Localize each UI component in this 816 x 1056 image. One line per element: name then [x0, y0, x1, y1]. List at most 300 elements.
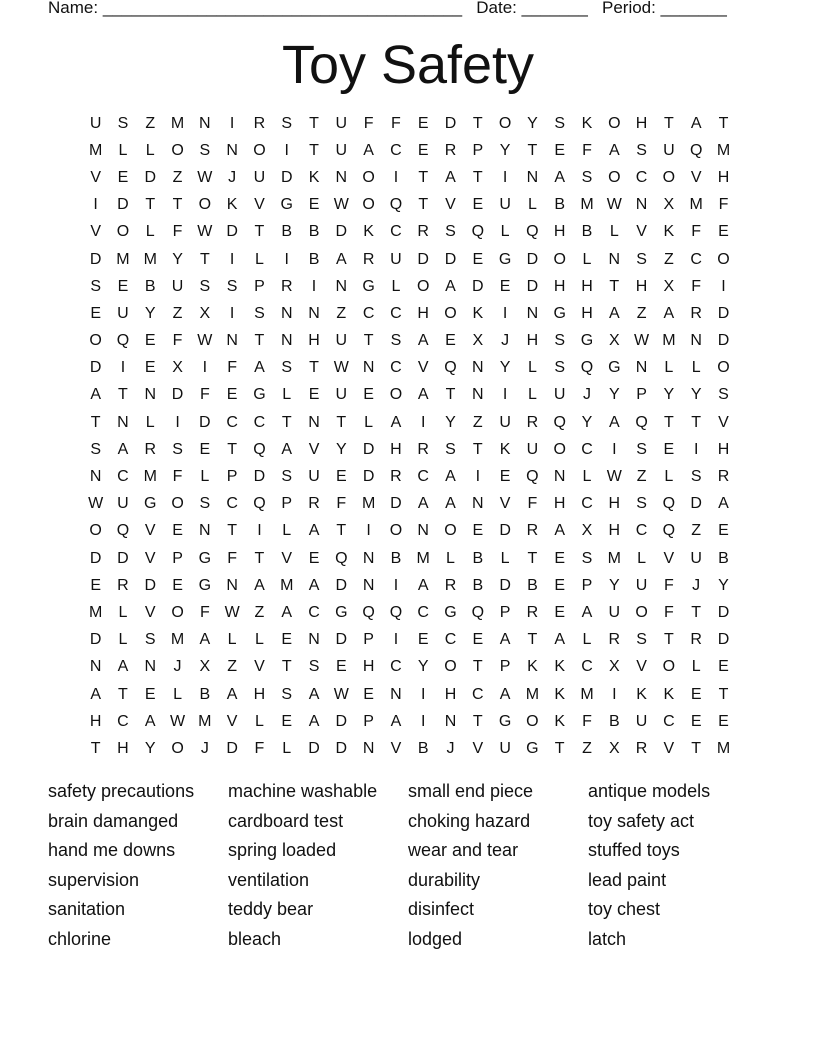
grid-letter[interactable]: T [172, 196, 183, 214]
grid-letter[interactable]: B [308, 250, 320, 268]
grid-letter[interactable]: S [636, 141, 647, 159]
grid-letter[interactable]: Z [145, 114, 156, 132]
grid-letter[interactable]: A [499, 685, 511, 703]
grid-letter[interactable]: T [254, 332, 265, 350]
grid-letter[interactable]: N [308, 631, 320, 649]
grid-letter[interactable]: M [716, 739, 731, 757]
grid-letter[interactable]: T [199, 250, 210, 268]
grid-letter[interactable]: C [581, 495, 593, 513]
grid-letter[interactable]: A [417, 576, 429, 594]
grid-letter[interactable]: M [170, 114, 185, 132]
grid-letter[interactable]: S [172, 440, 183, 458]
grid-letter[interactable]: S [690, 468, 702, 486]
grid-letter[interactable]: D [335, 223, 348, 241]
grid-letter[interactable]: E [335, 658, 347, 676]
grid-letter[interactable]: I [475, 468, 481, 486]
grid-letter[interactable]: O [362, 168, 375, 186]
grid-letter[interactable]: T [554, 739, 565, 757]
grid-letter[interactable]: H [635, 114, 648, 132]
grid-letter[interactable]: L [173, 685, 182, 703]
grid-letter[interactable]: Y [144, 739, 156, 757]
grid-letter[interactable]: F [691, 277, 702, 295]
grid-letter[interactable]: I [120, 359, 126, 377]
grid-letter[interactable]: O [416, 277, 430, 295]
grid-letter[interactable]: F [172, 468, 183, 486]
grid-letter[interactable]: B [144, 277, 156, 295]
grid-letter[interactable]: N [308, 304, 320, 322]
grid-letter[interactable]: S [117, 114, 129, 132]
grid-letter[interactable]: Z [636, 304, 647, 322]
grid-letter[interactable]: R [690, 304, 702, 322]
grid-letter[interactable]: N [308, 413, 320, 431]
grid-letter[interactable]: T [254, 549, 265, 567]
grid-letter[interactable]: E [90, 576, 101, 594]
grid-letter[interactable]: N [144, 386, 157, 404]
grid-letter[interactable]: T [227, 440, 238, 458]
grid-letter[interactable]: F [718, 196, 729, 214]
grid-letter[interactable]: N [472, 495, 484, 513]
grid-letter[interactable]: O [553, 440, 566, 458]
grid-letter[interactable]: O [553, 250, 566, 268]
grid-letter[interactable]: U [117, 495, 129, 513]
grid-letter[interactable]: S [199, 141, 211, 159]
grid-letter[interactable]: H [553, 223, 566, 241]
grid-letter[interactable]: N [362, 576, 375, 594]
grid-letter[interactable]: M [88, 141, 103, 159]
grid-letter[interactable]: F [527, 495, 538, 513]
grid-letter[interactable]: D [335, 739, 348, 757]
grid-letter[interactable]: U [117, 304, 129, 322]
grid-letter[interactable]: Q [662, 522, 676, 540]
grid-letter[interactable]: N [199, 522, 211, 540]
grid-letter[interactable]: S [445, 223, 456, 241]
grid-letter[interactable]: R [390, 468, 402, 486]
grid-letter[interactable]: M [689, 196, 703, 214]
grid-letter[interactable]: N [362, 739, 375, 757]
grid-letter[interactable]: G [198, 549, 212, 567]
grid-letter[interactable]: X [581, 522, 593, 540]
grid-letter[interactable]: D [362, 468, 375, 486]
grid-letter[interactable]: I [202, 359, 208, 377]
grid-letter[interactable]: A [335, 250, 347, 268]
grid-letter[interactable]: O [362, 196, 375, 214]
grid-letter[interactable]: A [417, 332, 429, 350]
grid-letter[interactable]: H [717, 440, 730, 458]
grid-letter[interactable]: K [308, 168, 320, 186]
grid-letter[interactable]: C [635, 168, 648, 186]
grid-letter[interactable]: E [308, 196, 320, 214]
grid-letter[interactable]: Q [526, 468, 539, 486]
grid-letter[interactable]: F [172, 332, 183, 350]
grid-letter[interactable]: R [253, 114, 266, 132]
grid-letter[interactable]: C [390, 304, 402, 322]
grid-letter[interactable]: F [582, 712, 592, 730]
grid-letter[interactable]: M [607, 549, 621, 567]
grid-letter[interactable]: D [526, 277, 539, 295]
grid-letter[interactable]: N [226, 332, 238, 350]
grid-letter[interactable]: N [690, 332, 702, 350]
grid-letter[interactable]: D [199, 413, 211, 431]
grid-letter[interactable]: I [420, 413, 426, 431]
grid-letter[interactable]: H [444, 685, 457, 703]
grid-letter[interactable]: M [580, 196, 594, 214]
grid-letter[interactable]: O [253, 141, 266, 159]
grid-letter[interactable]: L [691, 359, 701, 377]
grid-letter[interactable]: S [308, 658, 320, 676]
grid-letter[interactable]: L [364, 413, 374, 431]
grid-letter[interactable]: C [390, 658, 402, 676]
grid-letter[interactable]: F [199, 603, 210, 621]
grid-letter[interactable]: X [472, 332, 484, 350]
grid-letter[interactable]: M [143, 468, 157, 486]
grid-letter[interactable]: G [198, 576, 212, 594]
grid-letter[interactable]: L [609, 223, 619, 241]
grid-letter[interactable]: H [717, 168, 730, 186]
grid-letter[interactable]: H [526, 332, 539, 350]
grid-letter[interactable]: Q [116, 522, 130, 540]
grid-letter[interactable]: Q [553, 413, 566, 431]
grid-letter[interactable]: D [226, 739, 238, 757]
grid-letter[interactable]: K [226, 196, 238, 214]
grid-letter[interactable]: A [390, 712, 402, 730]
grid-letter[interactable]: P [636, 386, 647, 404]
grid-letter[interactable]: K [499, 440, 511, 458]
grid-letter[interactable]: T [472, 658, 483, 676]
grid-letter[interactable]: N [608, 250, 621, 268]
grid-letter[interactable]: Z [254, 603, 265, 621]
grid-letter[interactable]: V [144, 603, 156, 621]
grid-letter[interactable]: S [281, 685, 293, 703]
grid-letter[interactable]: R [635, 739, 648, 757]
grid-letter[interactable]: U [663, 141, 675, 159]
grid-letter[interactable]: W [606, 196, 622, 214]
grid-letter[interactable]: D [690, 495, 702, 513]
grid-letter[interactable]: Y [144, 304, 156, 322]
grid-letter[interactable]: L [527, 386, 537, 404]
grid-letter[interactable]: A [281, 440, 293, 458]
grid-letter[interactable]: R [280, 277, 293, 295]
grid-letter[interactable]: Q [389, 603, 403, 621]
grid-letter[interactable]: N [526, 168, 539, 186]
grid-letter[interactable]: X [172, 359, 183, 377]
grid-letter[interactable]: Q [362, 603, 375, 621]
grid-letter[interactable]: I [612, 440, 617, 458]
grid-letter[interactable]: E [554, 603, 566, 621]
grid-letter[interactable]: L [582, 250, 592, 268]
grid-letter[interactable]: E [554, 141, 566, 159]
grid-letter[interactable]: U [335, 114, 348, 132]
grid-letter[interactable]: D [444, 114, 457, 132]
grid-letter[interactable]: N [362, 549, 375, 567]
grid-letter[interactable]: A [690, 114, 702, 132]
grid-letter[interactable]: E [554, 576, 566, 594]
grid-letter[interactable]: A [308, 712, 320, 730]
grid-letter[interactable]: A [254, 359, 265, 377]
grid-letter[interactable]: L [118, 603, 128, 621]
grid-letter[interactable]: K [636, 685, 647, 703]
grid-letter[interactable]: W [634, 332, 650, 350]
grid-letter[interactable]: D [89, 359, 102, 377]
grid-letter[interactable]: P [472, 141, 484, 159]
grid-letter[interactable]: A [554, 168, 566, 186]
grid-letter[interactable]: C [117, 712, 129, 730]
grid-letter[interactable]: E [144, 359, 156, 377]
grid-letter[interactable]: C [226, 495, 238, 513]
grid-letter[interactable]: T [309, 114, 319, 132]
grid-letter[interactable]: E [199, 440, 211, 458]
grid-letter[interactable]: N [472, 386, 484, 404]
grid-letter[interactable]: P [172, 549, 183, 567]
grid-letter[interactable]: E [718, 658, 729, 676]
grid-letter[interactable]: S [636, 440, 647, 458]
grid-letter[interactable]: P [363, 631, 374, 649]
grid-letter[interactable]: S [581, 168, 593, 186]
grid-letter[interactable]: Y [718, 576, 729, 594]
grid-letter[interactable]: G [144, 495, 157, 513]
grid-letter[interactable]: T [363, 332, 374, 350]
grid-letter[interactable]: V [308, 440, 320, 458]
grid-letter[interactable]: S [554, 332, 566, 350]
grid-letter[interactable]: G [608, 359, 621, 377]
grid-letter[interactable]: D [89, 250, 102, 268]
grid-letter[interactable]: E [499, 277, 511, 295]
grid-letter[interactable]: C [444, 631, 457, 649]
grid-letter[interactable]: D [335, 712, 348, 730]
grid-letter[interactable]: N [199, 114, 211, 132]
grid-letter[interactable]: Z [472, 413, 483, 431]
grid-letter[interactable]: T [445, 386, 456, 404]
grid-letter[interactable]: Q [444, 359, 457, 377]
grid-letter[interactable]: Y [172, 250, 183, 268]
grid-letter[interactable]: A [281, 603, 293, 621]
grid-letter[interactable]: E [554, 549, 566, 567]
grid-letter[interactable]: Q [471, 603, 485, 621]
grid-letter[interactable]: U [526, 440, 539, 458]
grid-letter[interactable]: V [144, 549, 156, 567]
grid-letter[interactable]: O [526, 712, 539, 730]
grid-letter[interactable]: Y [499, 141, 511, 159]
grid-letter[interactable]: I [284, 141, 289, 159]
grid-letter[interactable]: U [171, 277, 184, 295]
grid-letter[interactable]: V [417, 359, 429, 377]
grid-letter[interactable]: C [390, 223, 402, 241]
grid-letter[interactable]: N [226, 141, 238, 159]
grid-letter[interactable]: K [363, 223, 374, 241]
grid-letter[interactable]: U [335, 332, 348, 350]
grid-letter[interactable]: O [444, 522, 457, 540]
grid-letter[interactable]: L [527, 196, 537, 214]
grid-letter[interactable]: N [526, 304, 539, 322]
grid-letter[interactable]: V [472, 739, 484, 757]
grid-letter[interactable]: R [444, 576, 457, 594]
grid-letter[interactable]: Z [663, 250, 674, 268]
grid-letter[interactable]: F [391, 114, 401, 132]
grid-letter[interactable]: I [393, 631, 399, 649]
grid-letter[interactable]: R [417, 440, 429, 458]
grid-letter[interactable]: K [663, 223, 675, 241]
grid-letter[interactable]: T [118, 386, 128, 404]
grid-letter[interactable]: T [472, 712, 483, 730]
grid-letter[interactable]: M [416, 549, 430, 567]
grid-letter[interactable]: D [280, 168, 293, 186]
grid-letter[interactable]: S [390, 332, 402, 350]
grid-letter[interactable]: R [417, 223, 429, 241]
grid-letter[interactable]: E [117, 168, 129, 186]
grid-letter[interactable]: L [664, 468, 674, 486]
grid-letter[interactable]: Q [662, 495, 676, 513]
grid-letter[interactable]: Q [689, 141, 703, 159]
grid-letter[interactable]: I [612, 685, 617, 703]
grid-letter[interactable]: F [227, 359, 238, 377]
grid-letter[interactable]: N [280, 332, 293, 350]
grid-letter[interactable]: X [608, 658, 620, 676]
grid-letter[interactable]: H [117, 739, 129, 757]
grid-letter[interactable]: Y [690, 386, 702, 404]
grid-letter[interactable]: B [554, 196, 566, 214]
grid-letter[interactable]: T [336, 413, 347, 431]
grid-letter[interactable]: M [580, 685, 594, 703]
grid-letter[interactable]: W [606, 468, 622, 486]
grid-letter[interactable]: A [445, 168, 456, 186]
grid-letter[interactable]: X [608, 332, 620, 350]
grid-letter[interactable]: A [663, 304, 675, 322]
grid-letter[interactable]: C [390, 359, 402, 377]
grid-letter[interactable]: T [609, 277, 620, 295]
grid-letter[interactable]: T [254, 223, 265, 241]
grid-letter[interactable]: M [116, 250, 130, 268]
grid-letter[interactable]: N [444, 712, 457, 730]
grid-letter[interactable]: A [445, 468, 456, 486]
grid-letter[interactable]: L [500, 223, 510, 241]
grid-letter[interactable]: E [172, 522, 183, 540]
grid-letter[interactable]: S [199, 495, 211, 513]
grid-letter[interactable]: A [499, 631, 511, 649]
grid-letter[interactable]: T [527, 549, 538, 567]
grid-letter[interactable]: C [226, 413, 238, 431]
grid-letter[interactable]: T [472, 114, 483, 132]
grid-letter[interactable]: I [420, 685, 426, 703]
grid-letter[interactable]: E [144, 685, 156, 703]
grid-letter[interactable]: T [145, 196, 156, 214]
grid-letter[interactable]: C [417, 603, 429, 621]
grid-letter[interactable]: O [116, 223, 130, 241]
grid-letter[interactable]: Z [227, 658, 238, 676]
grid-letter[interactable]: L [691, 658, 701, 676]
grid-letter[interactable]: J [173, 658, 182, 676]
grid-letter[interactable]: R [526, 413, 539, 431]
grid-letter[interactable]: D [117, 196, 129, 214]
grid-letter[interactable]: F [582, 141, 592, 159]
grid-letter[interactable]: A [144, 712, 156, 730]
grid-letter[interactable]: J [200, 739, 209, 757]
grid-letter[interactable]: T [418, 196, 429, 214]
grid-letter[interactable]: I [393, 576, 399, 594]
grid-letter[interactable]: C [390, 141, 402, 159]
grid-letter[interactable]: F [227, 549, 238, 567]
grid-letter[interactable]: V [90, 168, 101, 186]
grid-letter[interactable]: K [472, 304, 484, 322]
grid-letter[interactable]: L [282, 386, 292, 404]
grid-letter[interactable]: J [446, 739, 455, 757]
grid-letter[interactable]: M [143, 250, 157, 268]
grid-letter[interactable]: O [498, 114, 512, 132]
grid-letter[interactable]: I [502, 304, 508, 322]
grid-letter[interactable]: V [254, 196, 265, 214]
grid-letter[interactable]: K [527, 658, 538, 676]
grid-letter[interactable]: T [527, 631, 538, 649]
grid-letter[interactable]: Q [116, 332, 130, 350]
grid-letter[interactable]: U [253, 168, 266, 186]
grid-letter[interactable]: U [690, 549, 702, 567]
grid-letter[interactable]: A [554, 631, 566, 649]
grid-letter[interactable]: D [362, 440, 375, 458]
grid-letter[interactable]: E [363, 685, 374, 703]
grid-letter[interactable]: U [553, 386, 566, 404]
grid-letter[interactable]: F [663, 576, 674, 594]
grid-letter[interactable]: T [118, 685, 128, 703]
grid-letter[interactable]: A [445, 277, 456, 295]
grid-letter[interactable]: O [635, 603, 648, 621]
grid-letter[interactable]: P [226, 468, 238, 486]
grid-letter[interactable]: Y [663, 386, 675, 404]
grid-letter[interactable]: G [498, 712, 512, 730]
grid-letter[interactable]: V [663, 739, 675, 757]
grid-letter[interactable]: N [417, 522, 429, 540]
grid-letter[interactable]: A [308, 576, 320, 594]
grid-letter[interactable]: D [308, 739, 320, 757]
grid-letter[interactable]: E [690, 685, 702, 703]
grid-letter[interactable]: I [229, 250, 235, 268]
grid-letter[interactable]: Q [253, 440, 266, 458]
grid-letter[interactable]: G [526, 739, 539, 757]
grid-letter[interactable]: S [281, 468, 293, 486]
grid-letter[interactable]: S [636, 631, 647, 649]
grid-letter[interactable]: L [446, 549, 455, 567]
grid-letter[interactable]: L [254, 631, 264, 649]
grid-letter[interactable]: R [526, 603, 539, 621]
grid-letter[interactable]: M [525, 685, 540, 703]
grid-letter[interactable]: N [362, 359, 375, 377]
grid-letter[interactable]: E [690, 712, 702, 730]
grid-letter[interactable]: T [309, 359, 319, 377]
grid-letter[interactable]: I [284, 250, 289, 268]
grid-letter[interactable]: D [417, 250, 429, 268]
grid-letter[interactable]: O [608, 114, 621, 132]
grid-letter[interactable]: E [308, 386, 320, 404]
grid-letter[interactable]: U [335, 386, 348, 404]
grid-letter[interactable]: H [308, 332, 320, 350]
grid-letter[interactable]: V [281, 549, 293, 567]
grid-letter[interactable]: T [418, 168, 429, 186]
grid-letter[interactable]: E [363, 386, 374, 404]
grid-letter[interactable]: X [608, 739, 620, 757]
grid-letter[interactable]: E [335, 468, 347, 486]
grid-letter[interactable]: V [445, 196, 456, 214]
grid-letter[interactable]: L [500, 549, 510, 567]
grid-letter[interactable]: G [253, 386, 266, 404]
grid-letter[interactable]: E [417, 141, 429, 159]
grid-letter[interactable]: T [691, 413, 702, 431]
grid-letter[interactable]: O [171, 495, 184, 513]
grid-letter[interactable]: C [362, 304, 375, 322]
grid-letter[interactable]: T [336, 522, 347, 540]
grid-letter[interactable]: W [333, 196, 349, 214]
grid-letter[interactable]: U [635, 712, 648, 730]
grid-letter[interactable]: H [608, 495, 621, 513]
grid-letter[interactable]: F [172, 223, 183, 241]
name-blank[interactable]: ______________________________________ [102, 0, 463, 17]
grid-letter[interactable]: D [89, 549, 102, 567]
